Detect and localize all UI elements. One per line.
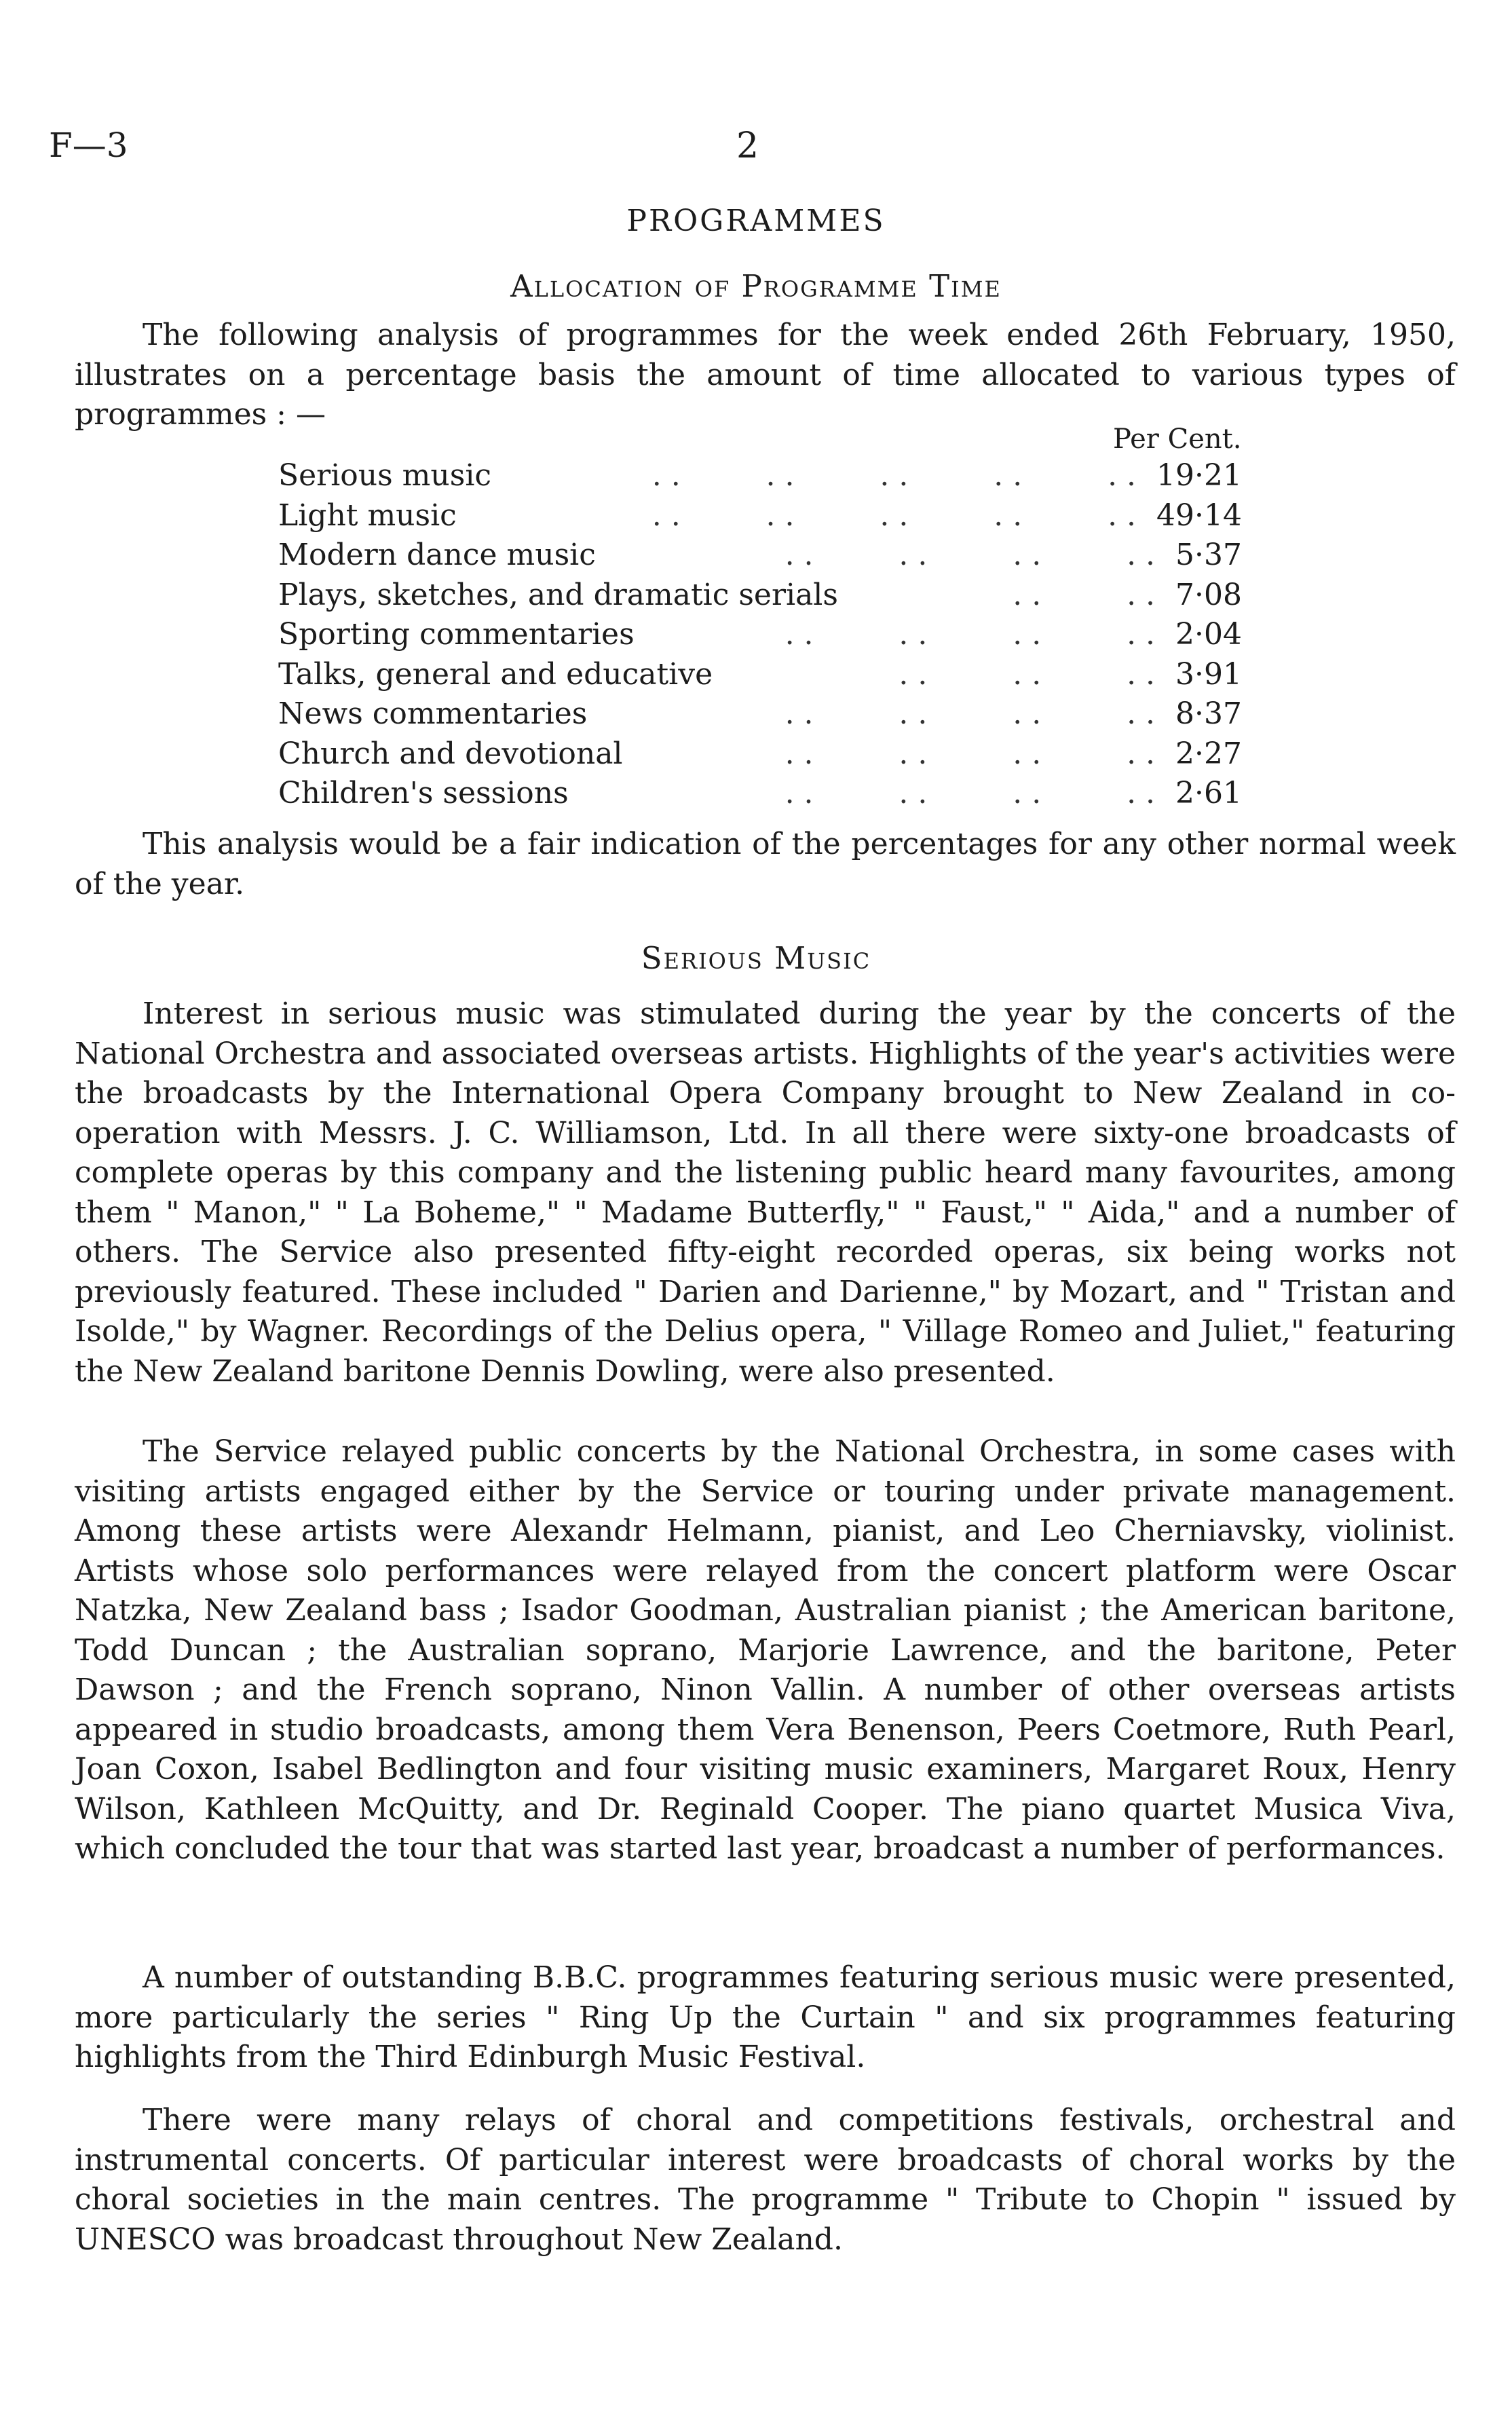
row-label: Sporting commentaries xyxy=(278,617,635,652)
leader-dots: . . . . . . . . xyxy=(785,736,1156,771)
table-row xyxy=(278,774,1242,814)
row-label: Talks, general and educative xyxy=(278,656,713,692)
row-value: 2·04 xyxy=(1175,617,1242,652)
row-value: 7·08 xyxy=(1175,577,1242,612)
row-label: Church and devotional xyxy=(278,736,623,771)
row-label: Modern dance music xyxy=(278,538,596,572)
page-number: 2 xyxy=(736,126,759,166)
leader-dots: . . . . xyxy=(1013,577,1156,612)
row-label: News commentaries xyxy=(278,696,588,731)
leader-dots: . . . . . . . . . . xyxy=(651,498,1137,533)
row-value: 19·21 xyxy=(1156,458,1242,493)
row-value: 8·37 xyxy=(1175,696,1242,731)
allocation-table xyxy=(278,456,1242,814)
leader-dots: . . . . . . . . xyxy=(785,776,1156,810)
leader-dots: . . . . . . . . xyxy=(785,617,1156,652)
table-row xyxy=(278,536,1242,576)
table-row xyxy=(278,576,1242,616)
analysis-note: This analysis would be a fair indication of the percentages for any other normal week of the year. xyxy=(75,827,1456,901)
paragraph-serious-music-3: A number of outstanding B.B.C. programmes featuring serious music were presented, more particularly the series " Ring Up the Curtain " and six programmes featuring highlights from the Third Edinburgh Music Festival. xyxy=(75,1960,1456,2074)
row-label: Children's sessions xyxy=(278,776,569,810)
paragraph-serious-music-4: There were many relays of choral and competitions festivals, orchestral and instrumental concerts. Of particular interest were broadcasts of choral works by the choral societies in the main centres. The programme " Tribute to Chopin " issued by UNESCO was broadcast throughout New Zealand. xyxy=(75,2103,1456,2257)
table-row xyxy=(278,655,1242,695)
leader-dots: . . . . . . . . xyxy=(785,696,1156,731)
subsection-title-allocation: Allocation of Programme Time xyxy=(510,268,1002,304)
table-row xyxy=(278,615,1242,655)
paragraph-serious-music-2: The Service relayed public concerts by the National Orchestra, in some cases with visiting artists engaged either by the Service or touring under private management. Among these artists were Alexandr Helmann, pianist, and Leo Cherniavsky, violinist. Artists whose solo performances were relayed from the concert platform were Oscar Natzka, New Zealand bass ; Isador Goodman, Australian pianist ; the American baritone, Todd Duncan ; the Australian soprano, Marjorie Lawrence, and the baritone, Peter Dawson ; and the French soprano, Ninon Vallin. A number of other overseas artists appeared in studio broadcasts, among them Vera Benenson, Peers Coetmore, Ruth Pearl, Joan Coxon, Isabel Bedlington and four visiting music examiners, Margaret Roux, Henry Wilson, Kathleen McQuitty, and Dr. Reginald Cooper. The piano quartet Musica Viva, which concluded the tour that was started last year, broadcast a number of performances. xyxy=(75,1434,1456,1866)
subsection-title-serious-music: Serious Music xyxy=(641,940,871,976)
leader-dots: . . . . . . . . . . xyxy=(651,458,1137,493)
document-reference: F—3 xyxy=(49,126,128,165)
row-label: Serious music xyxy=(278,458,492,493)
table-row xyxy=(278,694,1242,734)
intro-paragraph: The following analysis of programmes for the week ended 26th February, 1950, illustrates on a percentage basis the amount of time allocated to various types of programmes : — xyxy=(75,318,1456,432)
table-row xyxy=(278,734,1242,774)
paragraph-serious-music-1: Interest in serious music was stimulated during the year by the concerts of the National Orchestra and associated overseas artists. Highlights of the year's activities were the broadcasts by the International Opera Company brought to New Zealand in co-operation with Messrs. J. C. Williamson, Ltd. In all there were sixty-one broadcasts of complete operas by this company and the listening public heard many favourites, among them " Manon," " La Boheme," " Madame Butterfly," " Faust," " Aida," and a number of others. The Service also presented fifty-eight recorded operas, six being works not previously featured. These included " Darien and Darienne," by Mozart, and " Tristan and Isolde," by Wagner. Recordings of the Delius opera, " Village Romeo and Juliet," featuring the New Zealand baritone Dennis Dowling, were also presented. xyxy=(75,996,1456,1389)
row-value: 3·91 xyxy=(1175,656,1242,692)
table-column-header: Per Cent. xyxy=(1113,424,1242,455)
row-value: 2·61 xyxy=(1175,776,1242,810)
row-value: 49·14 xyxy=(1156,498,1242,533)
row-label: Plays, sketches, and dramatic serials xyxy=(278,577,838,612)
row-label: Light music xyxy=(278,498,457,533)
section-title: PROGRAMMES xyxy=(626,204,886,238)
row-value: 2·27 xyxy=(1175,736,1242,771)
row-value: 5·37 xyxy=(1175,538,1242,572)
table-row xyxy=(278,496,1242,536)
leader-dots: . . . . . . xyxy=(899,656,1156,692)
leader-dots: . . . . . . . . xyxy=(785,538,1156,572)
table-row xyxy=(278,456,1242,496)
